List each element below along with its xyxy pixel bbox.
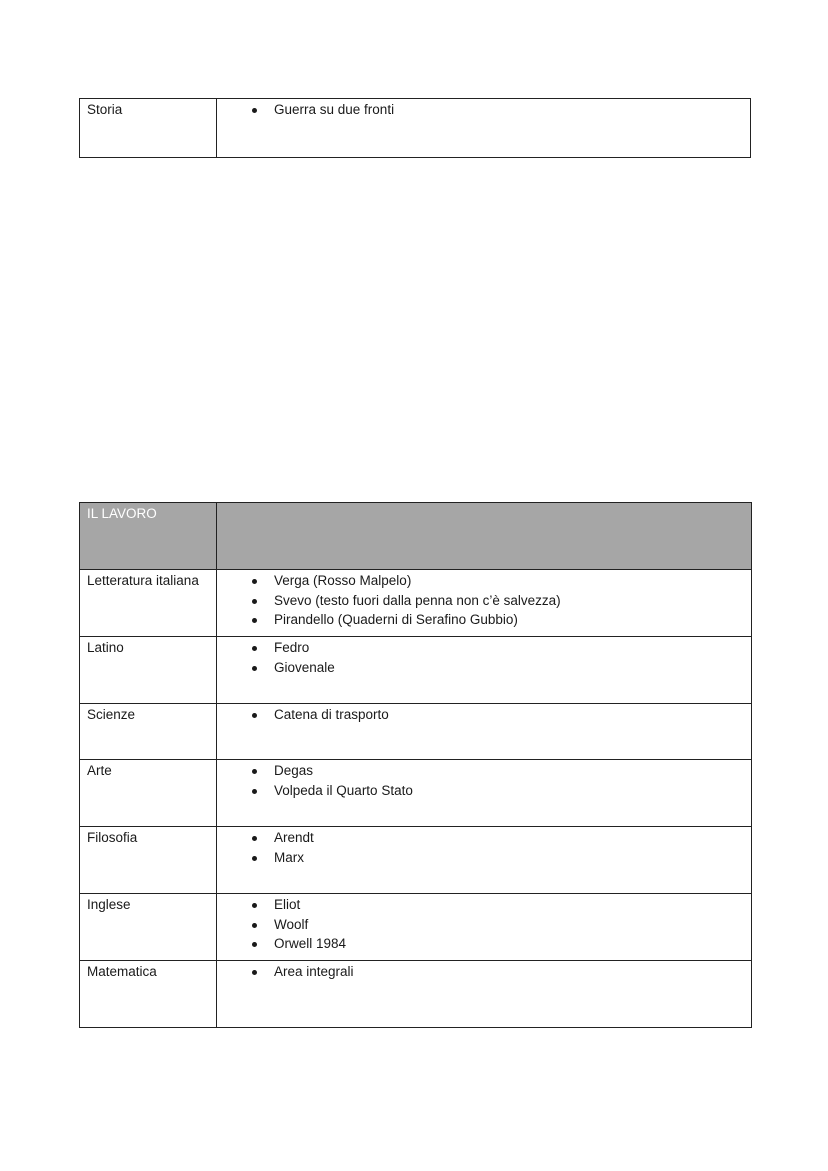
table-title: IL LAVORO	[80, 503, 217, 570]
topic-list	[217, 637, 751, 677]
topic-list	[217, 760, 751, 800]
list-item: Giovenale	[217, 658, 751, 678]
list-item: Fedro	[217, 638, 751, 658]
table-row	[80, 827, 752, 894]
table-row	[80, 704, 752, 760]
list-item: Orwell 1984	[217, 934, 751, 954]
header-empty-cell	[217, 503, 752, 570]
list-item: Pirandello (Quaderni di Serafino Gubbio)	[217, 610, 751, 630]
topics-cell	[217, 894, 752, 961]
table-row	[80, 637, 752, 704]
table-row	[80, 961, 752, 1028]
topics-cell	[217, 760, 752, 827]
topics-cell	[217, 570, 752, 637]
list-item: Verga (Rosso Malpelo)	[217, 571, 751, 591]
subject-cell: Matematica	[80, 961, 217, 1028]
list-item: Marx	[217, 848, 751, 868]
topic-list	[217, 704, 751, 725]
subject-cell: Filosofia	[80, 827, 217, 894]
topics-cell	[217, 827, 752, 894]
list-item: Arendt	[217, 828, 751, 848]
list-item: Degas	[217, 761, 751, 781]
subject-cell: Letteratura italiana	[80, 570, 217, 637]
subject-cell: Storia	[80, 99, 217, 158]
subject-cell: Arte	[80, 760, 217, 827]
storia-table	[79, 98, 751, 158]
topic-list	[217, 894, 751, 954]
table-row	[80, 760, 752, 827]
topic-list	[217, 961, 751, 982]
topic-list	[217, 99, 750, 120]
lavoro-table	[79, 502, 752, 1028]
table-header-row	[80, 503, 752, 570]
list-item: Catena di trasporto	[217, 705, 751, 725]
subject-cell: Scienze	[80, 704, 217, 760]
table-row	[80, 99, 751, 158]
list-item: Woolf	[217, 915, 751, 935]
list-item: Svevo (testo fuori dalla penna non c’è salvezza)	[217, 591, 751, 611]
topic-list	[217, 570, 751, 630]
subject-cell: Latino	[80, 637, 217, 704]
topics-cell	[217, 637, 752, 704]
subject-cell: Inglese	[80, 894, 217, 961]
table-row	[80, 894, 752, 961]
list-item: Guerra su due fronti	[217, 100, 750, 120]
topic-list	[217, 827, 751, 867]
list-item: Volpeda il Quarto Stato	[217, 781, 751, 801]
topics-cell	[217, 961, 752, 1028]
list-item: Eliot	[217, 895, 751, 915]
topics-cell	[217, 704, 752, 760]
table-row	[80, 570, 752, 637]
topics-cell	[217, 99, 751, 158]
list-item: Area integrali	[217, 962, 751, 982]
